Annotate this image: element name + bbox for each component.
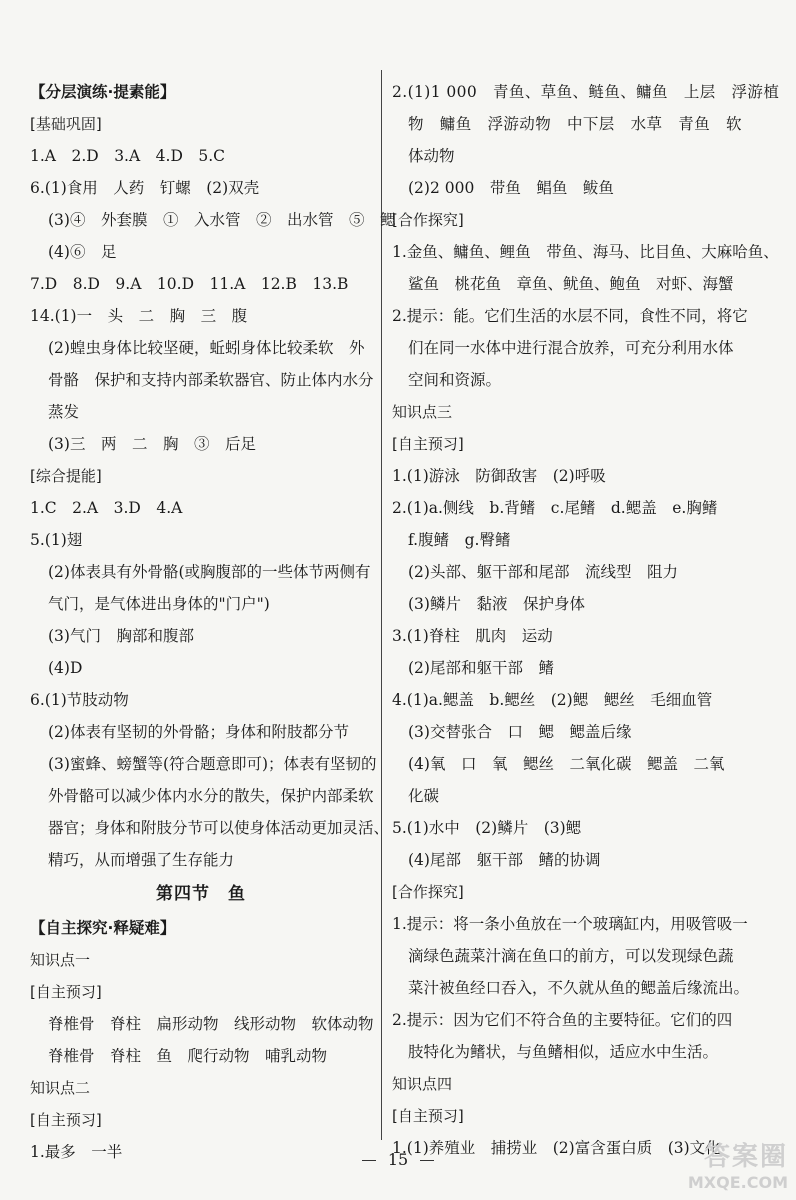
subheading-preview: [自主预习]	[392, 435, 464, 453]
watermark-logo: 答案圈	[703, 1142, 788, 1172]
answer-line: 2.(1)1 000 青鱼、草鱼、鲢鱼、鳙鱼 上层 浮游植	[392, 83, 780, 101]
knowledge-point-heading: 知识点一	[30, 951, 91, 969]
answer-line: (2)2 000 带鱼 鲳鱼 鲅鱼	[408, 179, 614, 197]
knowledge-point-heading: 知识点三	[392, 403, 453, 421]
subheading-basic: [基础巩固]	[30, 115, 102, 133]
answer-line: 精巧，从而增强了生存能力	[48, 851, 235, 869]
answer-line: (2)尾部和躯干部 鳍	[408, 659, 554, 677]
answer-line: 蒸发	[48, 403, 80, 421]
answer-line: 外骨骼可以减少体内水分的散失，保护内部柔软	[48, 787, 374, 805]
answer-line: (2)体表具有外骨骼(或胸腹部的一些体节两侧有	[48, 563, 371, 581]
answer-line: 5.(1)水中 (2)鳞片 (3)鳃	[392, 819, 582, 837]
hint-line: 2.提示：能。它们生活的水层不同，食性不同，将它	[392, 307, 748, 325]
answer-line: 1.(1)游泳 防御敌害 (2)呼吸	[392, 467, 606, 485]
hint-line: 2.提示：因为它们不符合鱼的主要特征。它们的四	[392, 1011, 733, 1029]
answer-line: (3)鳞片 黏液 保护身体	[408, 595, 585, 613]
answer-line: 1.最多 一半	[30, 1143, 123, 1161]
hint-line: 1.提示：将一条小鱼放在一个玻璃缸内，用吸管吸一	[392, 915, 748, 933]
answer-line: (3)三 两 二 胸 ③ 后足	[48, 435, 256, 453]
answer-line: 5.(1)翅	[30, 531, 83, 549]
watermark-url: MXQE.COM	[687, 1173, 788, 1192]
answer-line: 7.D 8.D 9.A 10.D 11.A 12.B 13.B	[30, 275, 349, 293]
subheading-cooperative: [合作探究]	[392, 883, 464, 901]
knowledge-point-heading: 知识点四	[392, 1075, 453, 1093]
footer-dash	[420, 1160, 434, 1161]
answer-line: (3)④ 外套膜 ① 入水管 ② 出水管 ⑤ 鳃	[48, 211, 396, 229]
answer-line: (3)蜜蜂、螃蟹等(符合题意即可)；体表有坚韧的	[48, 755, 377, 773]
hint-line: 们在同一水体中进行混合放养，可充分利用水体	[408, 339, 734, 357]
answer-line: 鲨鱼 桃花鱼 章鱼、鱿鱼、鲍鱼 对虾、海蟹	[408, 275, 734, 293]
answer-line: 物 鳙鱼 浮游动物 中下层 水草 青鱼 软	[408, 115, 742, 133]
knowledge-point-heading: 知识点二	[30, 1079, 91, 1097]
answer-line: 3.(1)脊柱 肌肉 运动	[392, 627, 553, 645]
answer-line: 1.A 2.D 3.A 4.D 5.C	[30, 147, 226, 165]
answer-line: 14.(1)一 头 二 胸 三 腹	[30, 307, 248, 325]
section-heading-practice: 【分层演练·提素能】	[30, 83, 176, 101]
answer-line: (2)头部、躯干部和尾部 流线型 阻力	[408, 563, 678, 581]
answer-line: 脊椎骨 脊柱 扁形动物 线形动物 软体动物	[48, 1015, 374, 1033]
answer-line: 化碳	[408, 787, 440, 805]
answer-line: (3)气门 胸部和腹部	[48, 627, 194, 645]
section-title: 第四节 鱼	[156, 884, 246, 904]
answer-line: 体动物	[408, 147, 455, 165]
subheading-preview: [自主预习]	[30, 1111, 102, 1129]
hint-line: 肢特化为鳍状，与鱼鳍相似，适应水中生活。	[408, 1043, 719, 1061]
right-column	[392, 76, 780, 1164]
section-heading-explore: 【自主探究·释疑难】	[30, 919, 176, 937]
answer-line: 1.金鱼、鳙鱼、鲤鱼 带鱼、海马、比目鱼、大麻哈鱼、	[392, 243, 779, 261]
hint-line: 菜汁被鱼经口吞入，不久就从鱼的鳃盖后缘流出。	[408, 979, 750, 997]
answer-line: 脊椎骨 脊柱 鱼 爬行动物 哺乳动物	[48, 1047, 328, 1065]
subheading-comprehensive: [综合提能]	[30, 467, 102, 485]
answer-line: (4)D	[48, 659, 83, 677]
hint-line: 空间和资源。	[408, 371, 502, 389]
answer-line: 6.(1)食用 人药 钉螺 (2)双壳	[30, 179, 260, 197]
answer-line: 1.C 2.A 3.D 4.A	[30, 499, 183, 517]
left-column	[30, 76, 396, 1168]
answer-line: 气门，是气体进出身体的"门户")	[48, 595, 270, 613]
answer-line: 器官；身体和附肢分节可以使身体活动更加灵活、	[48, 819, 390, 837]
answer-line: 4.(1)a.鳃盖 b.鳃丝 (2)鳃 鳃丝 毛细血管	[392, 691, 713, 709]
answer-line: (4)氧 口 氧 鳃丝 二氧化碳 鳃盖 二氧	[408, 755, 725, 773]
answer-line: (2)蝗虫身体比较坚硬，蚯蚓身体比较柔软 外	[48, 339, 365, 357]
answer-line: (4)⑥ 足	[48, 243, 117, 261]
answer-line: 2.(1)a.侧线 b.背鳍 c.尾鳍 d.鳃盖 e.胸鳍	[392, 499, 718, 517]
answer-line: f.腹鳍 g.臀鳍	[408, 531, 511, 549]
answer-line: (4)尾部 躯干部 鳍的协调	[408, 851, 601, 869]
answer-line: 6.(1)节肢动物	[30, 691, 129, 709]
answer-line: (3)交替张合 口 鳃 鳃盖后缘	[408, 723, 632, 741]
page-number: 15	[387, 1150, 409, 1169]
watermark	[688, 1136, 788, 1192]
subheading-preview: [自主预习]	[30, 983, 102, 1001]
subheading-cooperative: [合作探究]	[392, 211, 464, 229]
answer-line: 骨骼 保护和支持内部柔软器官、防止体内水分	[48, 371, 374, 389]
subheading-preview: [自主预习]	[392, 1107, 464, 1125]
footer-dash	[362, 1160, 376, 1161]
page-footer	[0, 1150, 796, 1169]
answer-line: 1.(1)养殖业 捕捞业 (2)富含蛋白质 (3)文化	[392, 1139, 721, 1157]
answer-line: (2)体表有坚韧的外骨骼；身体和附肢都分节	[48, 723, 349, 741]
hint-line: 滴绿色蔬菜汁滴在鱼口的前方，可以发现绿色蔬	[408, 947, 734, 965]
